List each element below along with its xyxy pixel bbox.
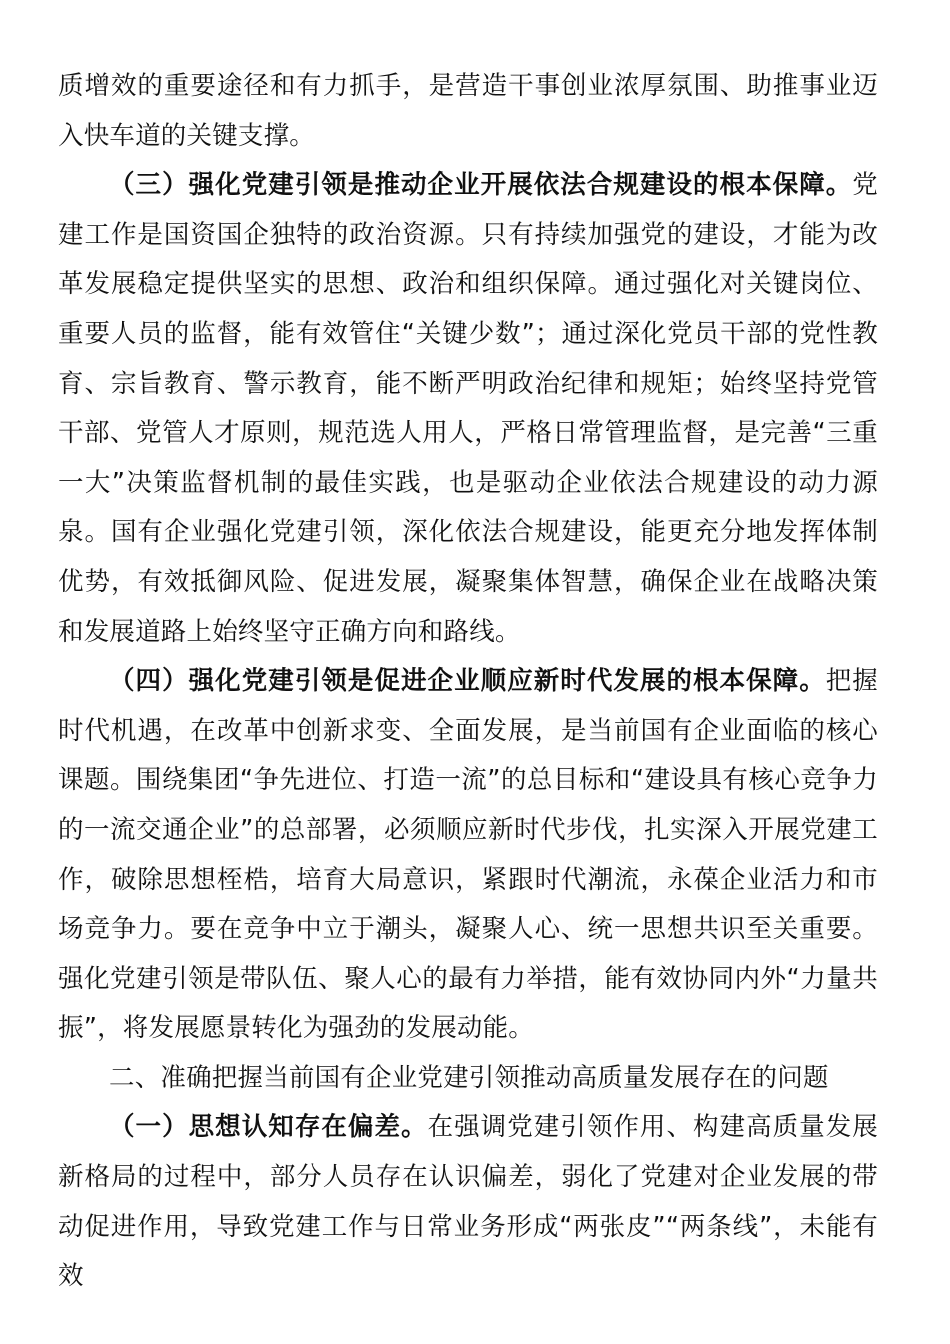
section-4-heading: （四）强化党建引领是促进企业顺应新时代发展的根本保障。 [109,666,826,697]
chapter-title-text: 二、准确把握当前国有企业党建引领推动高质量发展存在的问题 [109,1062,829,1093]
paragraph-section-4 [58,657,878,1054]
document-body [58,62,878,1302]
paragraph-section-3 [58,161,878,657]
section-3-heading: （三）强化党建引领是推动企业开展依法合规建设的根本保障。 [109,170,853,201]
chapter-2-section-1-heading: （一）思想认知存在偏差。 [109,1112,428,1143]
paragraph-text: 把握时代机遇，在改革中创新求变、全面发展，是当前国有企业面临的核心课题。围绕集团“争先进位、打造一流”的总目标和“建设具有核心竞争力的一流交通企业”的总部署，必须顺应新时代步伐，扎实深入开展党建工作，破除思想桎梏，培育大局意识，紧跟时代潮流，永葆企业活力和市场竞争力。要在竞争中立于潮头，凝聚人心、统一思想共识至关重要。强化党建引领是带队伍、聚人心的最有力举措，能有效协同内外“力量共振”，将发展愿景转化为强劲的发展动能。 [58,666,878,1044]
paragraph-text: 质增效的重要途径和有力抓手，是营造干事创业浓厚氛围、助推事业迈入快车道的关键支撑。 [58,71,878,151]
paragraph-continuation [58,62,878,161]
chapter-2-title [58,1054,878,1104]
paragraph-text: 在强调党建引领作用、构建高质量发展新格局的过程中，部分人员存在认识偏差，弱化了党建对企业发展的带动促进作用，导致党建工作与日常业务形成“两张皮”“两条线”，未能有效 [58,1112,878,1292]
paragraph-text: 党建工作是国资国企独特的政治资源。只有持续加强党的建设，才能为改革发展稳定提供坚实的思想、政治和组织保障。通过强化对关键岗位、重要人员的监督，能有效管住“关键少数”；通过深化党员干部的党性教育、宗旨教育、警示教育，能不断严明政治纪律和规矩；始终坚持党管干部、党管人才原则，规范选人用人，严格日常管理监督，是完善“三重一大”决策监督机制的最佳实践，也是驱动企业依法合规建设的动力源泉。国有企业强化党建引领，深化依法合规建设，能更充分地发挥体制优势，有效抵御风险、促进发展，凝聚集体智慧，确保企业在战略决策和发展道路上始终坚守正确方向和路线。 [58,170,878,647]
paragraph-chapter-2-section-1 [58,1103,878,1301]
